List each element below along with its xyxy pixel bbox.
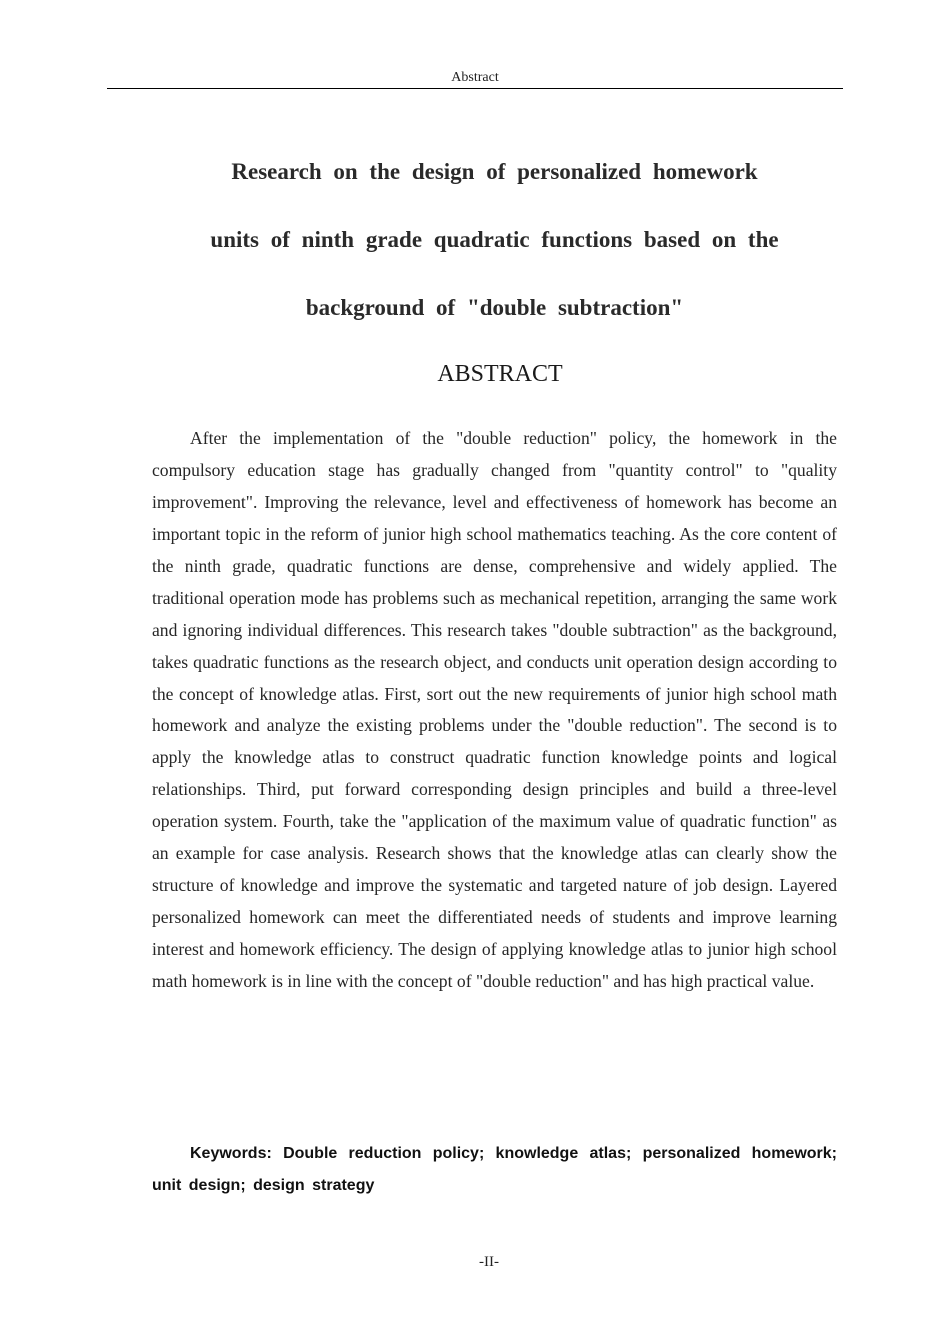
title-line-1: Research on the design of personalized homework xyxy=(231,159,758,184)
thesis-title xyxy=(152,138,837,342)
header-divider xyxy=(107,88,843,89)
page-number: -II- xyxy=(479,1254,499,1270)
running-header: Abstract xyxy=(451,70,499,85)
title-line-3: background of "double subtraction" xyxy=(305,295,684,320)
title-line-2: units of ninth grade quadratic functions based on the xyxy=(210,227,779,252)
abstract-body: After the implementation of the "double reduction" policy, the homework in the compulsory education stage has gradually changed from "quantity control" to "quality improvement". Improving the relevance, level and effectiveness of homework has become an important topic in the reform of junior high school mathematics teaching. As the core content of the ninth grade, quadratic functions are dense, comprehensive and widely applied. The traditional operation mode has problems such as mechanical repetition, arranging the same work and ignoring individual differences. This research takes "double subtraction" as the background, takes quadratic functions as the research object, and conducts unit operation design according to the concept of knowledge atlas. First, sort out the new requirements of junior high school math homework and analyze the existing problems under the "double reduction". The second is to apply the knowledge atlas to construct quadratic function knowledge points and logical relationships. Third, put forward corresponding design principles and build a three-level operation system. Fourth, take the "application of the maximum value of quadratic function" as an example for case analysis. Research shows that the knowledge atlas can clearly show the structure of knowledge and improve the systematic and targeted nature of job design. Layered personalized homework can meet the differentiated needs of students and improve learning interest and homework efficiency. The design of applying knowledge atlas to junior high school math homework is in line with the concept of "double reduction" and has high practical value. xyxy=(152,428,837,991)
abstract-heading: ABSTRACT xyxy=(437,361,563,387)
keywords: Keywords: Double reduction policy; knowledge atlas; personalized homework; unit design; design strategy xyxy=(152,1145,837,1194)
